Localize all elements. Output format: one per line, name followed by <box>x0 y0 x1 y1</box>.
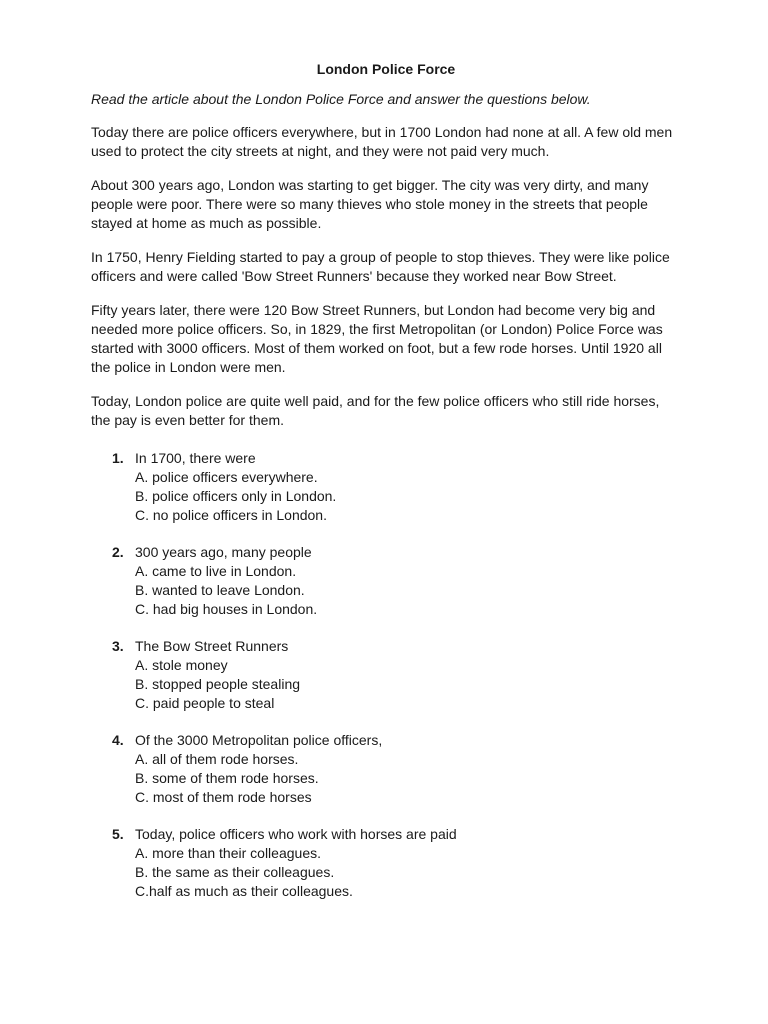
article <box>91 123 681 430</box>
question-text: In 1700, there were <box>135 450 256 466</box>
option-b: B. the same as their colleagues. <box>135 864 335 880</box>
question-5 <box>91 825 681 901</box>
option-c: C. had big houses in London. <box>135 601 318 617</box>
question-4 <box>91 731 681 807</box>
option-a: A. all of them rode horses. <box>135 751 299 767</box>
option-c: C. no police officers in London. <box>135 507 327 523</box>
option-a: A. came to live in London. <box>135 563 297 579</box>
option-a: A. police officers everywhere. <box>135 469 318 485</box>
question-2 <box>91 543 681 619</box>
article-paragraph-1: Today there are police officers everywhere, but in 1700 London had none at all. A few old men used to protect the city streets at night, and they were not paid very much. <box>91 124 673 159</box>
option-b: B. stopped people stealing <box>135 676 301 692</box>
option-c: C. most of them rode horses <box>135 789 312 805</box>
question-list <box>91 449 681 901</box>
question-1 <box>91 449 681 525</box>
article-paragraph-2: About 300 years ago, London was starting to get bigger. The city was very dirty, and many people were poor. There were so many thieves who stole money in the streets that people stayed at home as much as possible. <box>91 177 649 231</box>
question-number: 4. <box>112 732 124 748</box>
question-text: The Bow Street Runners <box>135 638 289 654</box>
option-c: C. paid people to steal <box>135 695 275 711</box>
question-number: 5. <box>112 826 124 842</box>
page-title: London Police Force <box>316 61 456 77</box>
question-text: Of the 3000 Metropolitan police officers, <box>135 732 383 748</box>
article-paragraph-4: Fifty years later, there were 120 Bow Street Runners, but London had become very big and needed more police officers. So, in 1829, the first Metropolitan (or London) Police Force was started with 3000 officers. Most of them worked on foot, but a few rode horses. Until 1920 all the police in London were men. <box>91 302 663 375</box>
question-number: 1. <box>112 450 124 466</box>
question-number: 2. <box>112 544 124 560</box>
question-3 <box>91 637 681 713</box>
question-text: 300 years ago, many people <box>135 544 312 560</box>
instructions: Read the article about the London Police Force and answer the questions below. <box>91 91 591 107</box>
option-a: A. stole money <box>135 657 228 673</box>
question-text: Today, police officers who work with horses are paid <box>135 826 457 842</box>
option-b: B. some of them rode horses. <box>135 770 319 786</box>
question-number: 3. <box>112 638 124 654</box>
option-a: A. more than their colleagues. <box>135 845 321 861</box>
option-b: B. wanted to leave London. <box>135 582 305 598</box>
option-c: C.half as much as their colleagues. <box>135 883 353 899</box>
worksheet-page <box>91 60 681 919</box>
article-paragraph-5: Today, London police are quite well paid, and for the few police officers who still ride horses, the pay is even better for them. <box>91 393 660 428</box>
option-b: B. police officers only in London. <box>135 488 337 504</box>
article-paragraph-3: In 1750, Henry Fielding started to pay a group of people to stop thieves. They were like police officers and were called 'Bow Street Runners' because they worked near Bow Street. <box>91 249 670 284</box>
